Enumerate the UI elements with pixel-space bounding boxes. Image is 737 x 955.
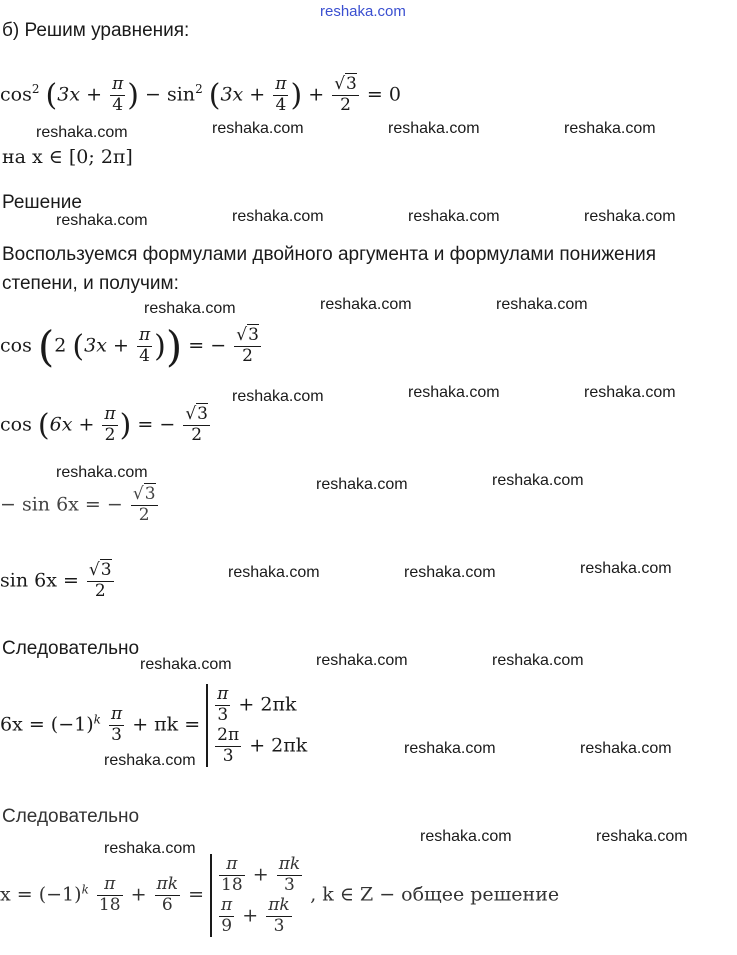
watermark: reshaka.com (496, 296, 588, 313)
watermark: reshaka.com (584, 208, 676, 225)
paren-close: ) (290, 77, 303, 113)
step-line-3: − sin 6x = − $\frac{√3}{2}$ (0, 484, 156, 525)
watermark: reshaka.com (140, 656, 232, 673)
power: 2 (195, 82, 203, 97)
watermark: reshaka.com (404, 740, 496, 757)
watermark: reshaka.com (56, 212, 148, 229)
watermark: reshaka.com (212, 120, 304, 137)
watermark: reshaka.com (584, 384, 676, 401)
explanation-text: Воспользуемся формулами двойного аргумента и формулами понижения степени, и получим: (2, 244, 657, 294)
watermark: reshaka.com (144, 300, 236, 317)
paren-open: ( (208, 77, 221, 113)
paren-open: ( (45, 77, 58, 113)
watermark: reshaka.com (388, 120, 480, 137)
watermark: reshaka.com (408, 384, 500, 401)
watermark: reshaka.com (580, 740, 672, 757)
watermark: reshaka.com (104, 840, 196, 857)
fraction-pi-4: $\frac{\pi}{4}$ (112, 74, 124, 115)
main-equation (0, 76, 401, 115)
watermark: reshaka.com (228, 564, 320, 581)
watermark: reshaka.com (492, 652, 584, 669)
step-line-2: cos (6x + $\frac{\pi}{2}$ ) = − $\frac{√3}{2}$ (0, 404, 208, 445)
watermark: reshaka.com (316, 476, 408, 493)
sin-func: sin (166, 83, 196, 106)
minus: − (145, 83, 161, 106)
section-title: б) Решим уравнения: (2, 20, 190, 41)
general-solution-6x: $6x = (-1)^k$ $\frac{\pi}{3}$ + πk = $\frac{\pi}{3}$ + 2πk $\frac{2\pi}{3}$ + 2πk (0, 684, 308, 766)
watermark: reshaka.com (316, 652, 408, 669)
power: 2 (31, 82, 40, 97)
solution-set-bracket: $\frac{\pi}{3}$ + 2πk $\frac{2\pi}{3}$ + 2πk (206, 684, 307, 767)
watermark: reshaka.com (56, 464, 148, 481)
watermark: reshaka.com (564, 120, 656, 137)
domain-text: на x ∈ [0; 2π] (2, 146, 133, 168)
arg: 3x + (57, 83, 103, 106)
step-line-4: sin 6x = $\frac{√3}{2}$ (0, 560, 112, 601)
therefore-label: Следовательно (2, 806, 140, 827)
plus: + (308, 83, 325, 106)
solution-set-bracket: $\frac{\pi}{18}$ + $\frac{\pi k}{3}$ $\frac{\pi}{9}$ + $\frac{\pi k}{3}$ (210, 854, 304, 937)
watermark: reshaka.com (232, 388, 324, 405)
step-line-1: cos (2 (3x + $\frac{\pi}{4}$ )) = − $\frac{√3}{2}$ (0, 322, 259, 371)
paren-close: ) (127, 77, 139, 113)
watermark: reshaka.com (36, 124, 128, 141)
watermark: reshaka.com (420, 828, 512, 845)
general-solution-x: $x = (-1)^k$ $\frac{\pi}{18}$ + $\frac{\pi k}{6}$ = $\frac{\pi}{18}$ + $\frac{\pi k}{3}$ $\frac{\pi}{9}$ + $\frac{\pi k}{3}$ , k ∈ Z − общее решение (0, 854, 560, 936)
fraction-sqrt3-2: $\frac{√3}{2}$ (334, 74, 357, 115)
watermark: reshaka.com (408, 208, 500, 225)
watermark: reshaka.com (492, 472, 584, 489)
watermark: reshaka.com (104, 752, 196, 769)
watermark: reshaka.com (232, 208, 324, 225)
watermark: reshaka.com (580, 560, 672, 577)
arg: 3x + (220, 83, 266, 106)
watermark-top[interactable]: reshaka.com (320, 3, 406, 20)
solution-label: Решение (2, 192, 82, 213)
rhs: = 0 (366, 83, 401, 106)
cos-func: cos (0, 83, 32, 106)
watermark: reshaka.com (320, 296, 412, 313)
watermark: reshaka.com (404, 564, 496, 581)
fraction-pi-4: $\frac{\pi}{4}$ (275, 74, 287, 115)
watermark: reshaka.com (596, 828, 688, 845)
therefore-label: Следовательно (2, 638, 140, 659)
